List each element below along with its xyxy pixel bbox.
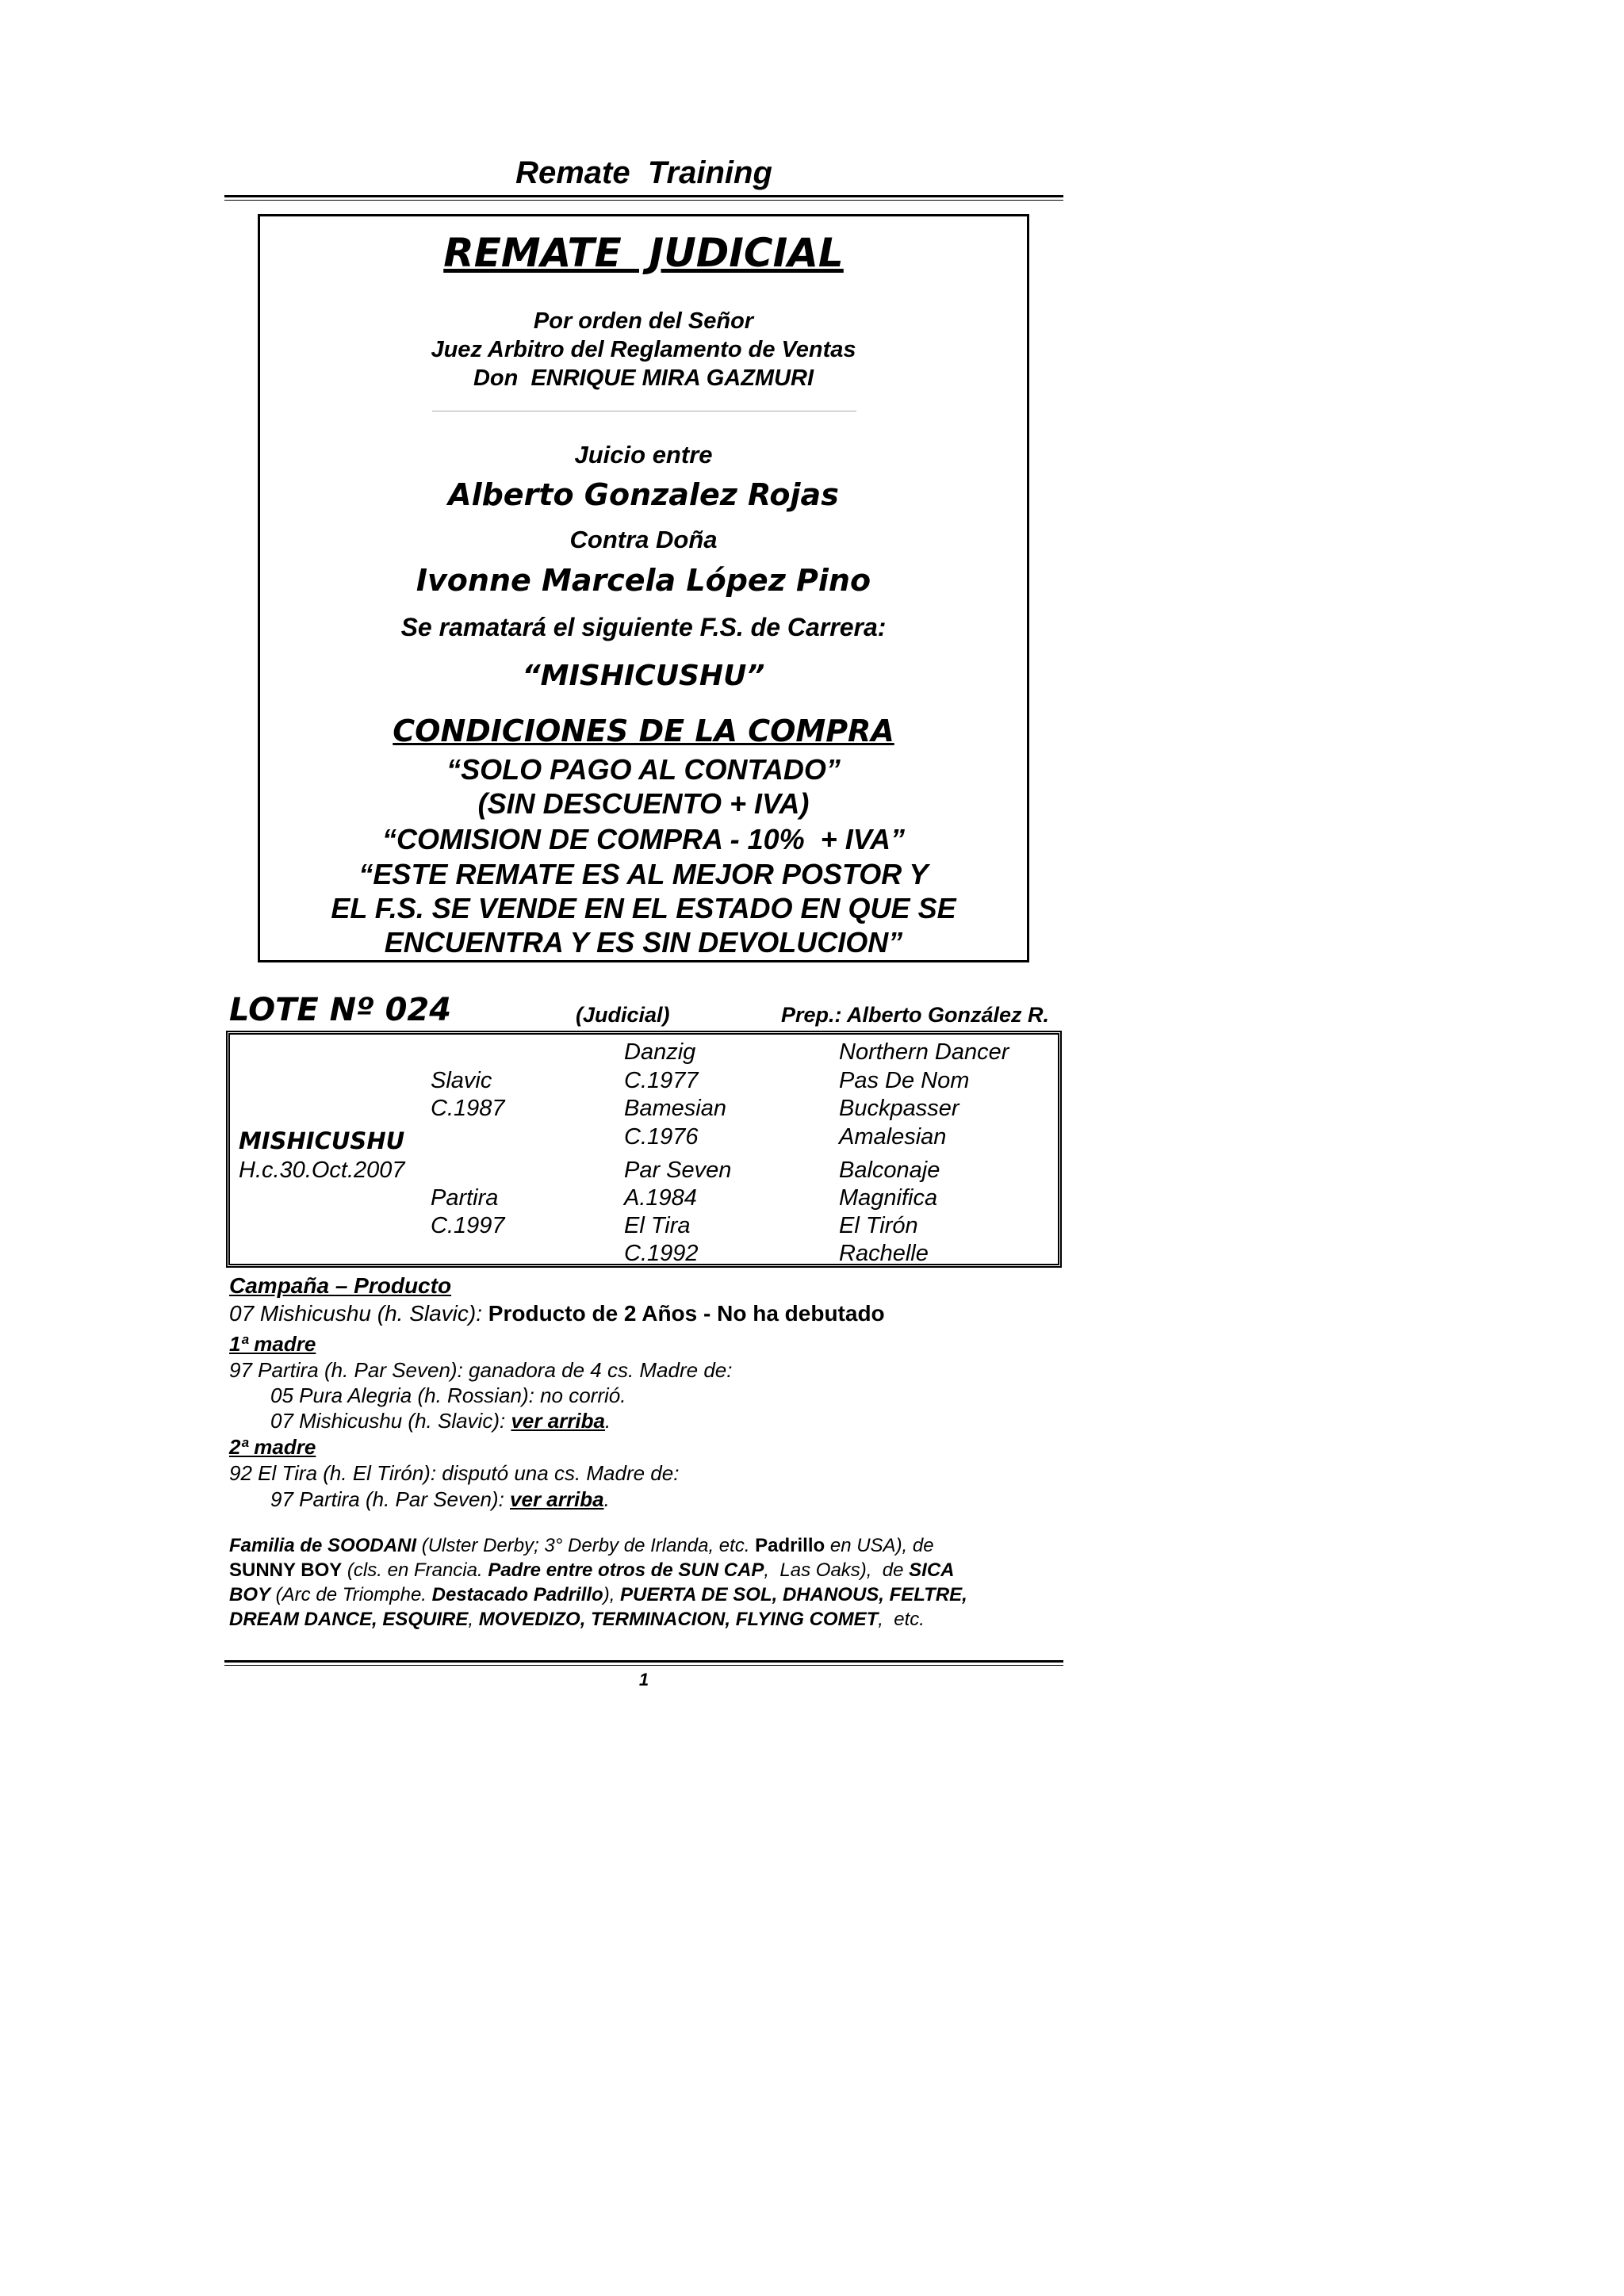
condition-5: EL F.S. SE VENDE EN EL ESTADO EN QUE SE (331, 892, 956, 924)
ver-arriba-link[interactable]: ver arriba (510, 1487, 604, 1511)
lot-number: LOTE Nº 024 (229, 992, 452, 1028)
family-text: Familia de SOODANI (229, 1535, 417, 1556)
family-text: (Arc de Triomphe. (270, 1584, 432, 1605)
family-text: , Las Oaks), de (764, 1559, 910, 1581)
se-rematara-line: Se ramatará el siguiente F.S. de Carrera: (400, 613, 887, 641)
plaintiff-name: Alberto Gonzalez Rojas (448, 477, 839, 512)
family-text: (Ulster Derby; 3° Derby de Irlanda, etc. (416, 1535, 756, 1556)
pedigree-col3-item: A.1984 (624, 1185, 697, 1211)
pedigree-dam: Partira (431, 1185, 499, 1211)
page-header-title: Remate Training (515, 155, 772, 190)
pedigree-col3-item: C.1977 (624, 1068, 699, 1093)
campaign-title: Campaña – Producto (229, 1273, 452, 1298)
family-text: SUNNY BOY (229, 1559, 343, 1581)
order-line-3: Don ENRIQUE MIRA GAZMURI (473, 365, 814, 391)
pedigree-col3-item: Bamesian (624, 1096, 726, 1121)
pedigree-horse-info: H.c.30.Oct.2007 (239, 1158, 405, 1183)
second-dam-line-2-suffix: . (603, 1487, 610, 1511)
notice-title: REMATE JUDICIAL (443, 230, 844, 276)
campaign-line-status: Producto de 2 Años - No ha debutado (488, 1301, 885, 1326)
juicio-label: Juicio entre (574, 441, 713, 469)
campaign-line (229, 1301, 885, 1326)
ver-arriba-link[interactable]: ver arriba (511, 1409, 605, 1433)
lot-type: (Judicial) (576, 1003, 670, 1027)
family-text: Padrillo (755, 1535, 825, 1556)
first-dam-line-3-prefix: 07 Mishicushu (h. Slavic): (270, 1409, 511, 1433)
order-line-2: Juez Arbitro del Reglamento de Ventas (431, 337, 856, 362)
family-paragraph (229, 1533, 1071, 1632)
family-text: MOVEDIZO, TERMINACION, FLYING COMET (478, 1609, 879, 1630)
pedigree-horse-name: MISHICUSHU (239, 1127, 405, 1154)
family-text: Destacado Padrillo (431, 1584, 603, 1605)
family-text: DREAM DANCE, ESQUIRE (229, 1609, 469, 1630)
first-dam-title: 1ª madre (229, 1332, 316, 1356)
family-text: PUERTA DE SOL, DHANOUS, FELTRE, (620, 1584, 967, 1605)
pedigree-col4-item: Buckpasser (839, 1096, 959, 1121)
lot-prep: Prep.: Alberto González R. (781, 1003, 1050, 1027)
family-text: Padre entre otros de SUN CAP (488, 1559, 764, 1581)
conditions-title: CONDICIONES DE LA COMPRA (393, 714, 894, 748)
first-dam-line-1: 97 Partira (h. Par Seven): ganadora de 4 cs. Madre de: (229, 1358, 733, 1382)
defendant-name: Ivonne Marcela López Pino (416, 563, 871, 598)
pedigree-col3-item: C.1976 (624, 1124, 699, 1150)
second-dam-line-1: 92 El Tira (h. El Tirón): disputó una cs. Madre de: (229, 1461, 680, 1485)
pedigree-col4-item: Northern Dancer (839, 1039, 1009, 1065)
pedigree-sire: Slavic (431, 1068, 492, 1093)
first-dam-line-3 (270, 1409, 611, 1433)
order-line-1: Por orden del Señor (533, 308, 754, 334)
first-dam-line-3-suffix: . (604, 1409, 611, 1433)
pedigree-col3-item: Danzig (624, 1039, 696, 1065)
pedigree-col3-item: C.1992 (624, 1241, 699, 1266)
pedigree-col4-item: Amalesian (839, 1124, 947, 1150)
family-text: BOY (229, 1584, 271, 1605)
family-text: en USA), de (825, 1535, 934, 1556)
contra-label: Contra Doña (569, 526, 718, 553)
pedigree-col4-item: El Tirón (839, 1213, 918, 1238)
first-dam-line-2: 05 Pura Alegria (h. Rossian): no corrió. (270, 1383, 626, 1407)
second-dam-line-2 (270, 1487, 610, 1512)
second-dam-line-2-prefix: 97 Partira (h. Par Seven): (270, 1487, 511, 1511)
condition-2: (SIN DESCUENTO + IVA) (477, 787, 810, 820)
condition-6: ENCUENTRA Y ES SIN DEVOLUCION” (384, 926, 903, 959)
header-rule (224, 195, 1063, 201)
campaign-line-prefix: 07 Mishicushu (h. Slavic): (229, 1301, 488, 1326)
pedigree-sire-year: C.1987 (431, 1096, 505, 1121)
family-text: (cls. en Francia. (342, 1559, 488, 1581)
horse-name-title: “MISHICUSHU” (522, 660, 765, 692)
family-text: SICA (909, 1559, 955, 1581)
pedigree-col3-item: Par Seven (624, 1158, 732, 1183)
condition-1: “SOLO PAGO AL CONTADO” (446, 753, 841, 786)
pedigree-col4-item: Balconaje (839, 1158, 940, 1183)
condition-4: “ESTE REMATE ES AL MEJOR POSTOR Y (358, 858, 929, 890)
footer-rule (224, 1660, 1063, 1666)
pedigree-col4-item: Magnifica (839, 1185, 938, 1211)
pedigree-col4-item: Rachelle (839, 1241, 929, 1266)
pedigree-col3-item: El Tira (624, 1213, 691, 1238)
pedigree-dam-year: C.1997 (431, 1213, 505, 1238)
family-text: , etc. (878, 1609, 925, 1630)
second-dam-title: 2ª madre (229, 1435, 316, 1459)
condition-3: “COMISION DE COMPRA - 10% + IVA” (381, 823, 906, 855)
page-number: 1 (638, 1670, 649, 1689)
pedigree-col4-item: Pas De Nom (839, 1068, 970, 1093)
family-text: , (468, 1609, 479, 1630)
family-text: ), (603, 1584, 621, 1605)
